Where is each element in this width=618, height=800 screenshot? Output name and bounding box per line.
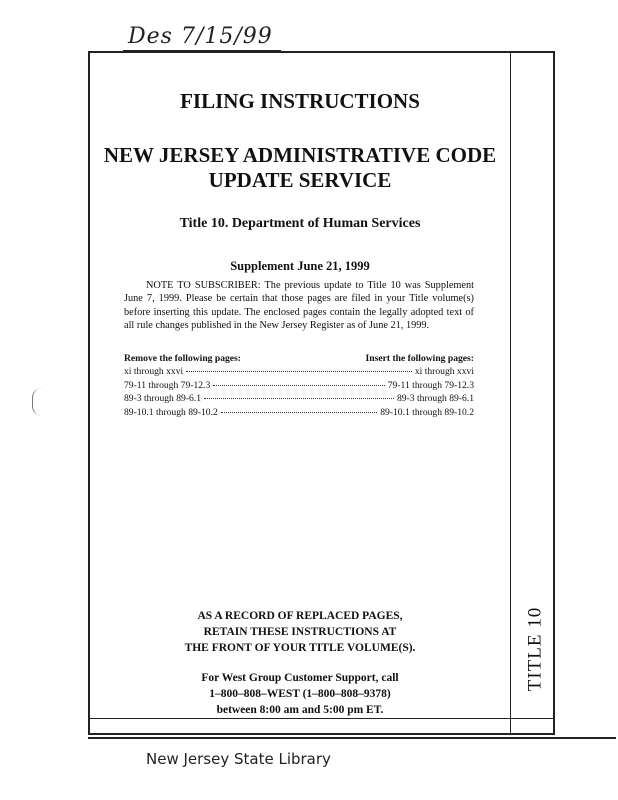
insert-header: Insert the following pages: bbox=[365, 353, 474, 364]
dot-leader bbox=[221, 412, 377, 413]
insert-pages: 89-10.1 through 89-10.2 bbox=[380, 406, 474, 418]
retain-line: AS A RECORD OF REPLACED PAGES, bbox=[197, 610, 403, 622]
insert-pages: xi through xxvi bbox=[414, 366, 474, 377]
margin-mark bbox=[32, 388, 45, 416]
page-title: FILING INSTRUCTIONS bbox=[180, 89, 420, 113]
pages-table-header bbox=[124, 353, 474, 364]
table-row bbox=[124, 407, 474, 421]
supplement-date: Supplement June 21, 1999 bbox=[230, 259, 370, 273]
code-title-line: NEW JERSEY ADMINISTRATIVE CODE bbox=[103, 143, 497, 167]
table-row bbox=[124, 366, 474, 380]
side-tab-label: TITLE 10 bbox=[524, 606, 546, 692]
insert-pages: 89-3 through 89-6.1 bbox=[396, 393, 474, 404]
retain-instructions bbox=[90, 608, 510, 656]
retain-line: THE FRONT OF YOUR TITLE VOLUME(S). bbox=[184, 642, 416, 654]
insert-pages: 79-11 through 79-12.3 bbox=[387, 379, 474, 391]
pages-table bbox=[124, 353, 474, 420]
bottom-rule bbox=[88, 737, 616, 739]
dot-leader bbox=[186, 371, 412, 372]
remove-pages: 89-3 through 89-6.1 bbox=[124, 393, 202, 404]
remove-header: Remove the following pages: bbox=[124, 353, 241, 364]
table-row bbox=[124, 380, 474, 394]
frame-bottom-divider bbox=[90, 718, 553, 719]
library-stamp: New Jersey State Library bbox=[146, 750, 331, 768]
side-tab-divider bbox=[510, 53, 511, 733]
support-phone: 1–800–808–WEST (1–800–808–9378) bbox=[209, 688, 391, 700]
customer-support-info bbox=[90, 670, 510, 718]
side-tab bbox=[518, 606, 552, 692]
remove-pages: 79-11 through 79-12.3 bbox=[124, 379, 211, 391]
dot-leader bbox=[204, 398, 394, 399]
department-title: Title 10. Department of Human Services bbox=[179, 216, 421, 231]
code-title-line: UPDATE SERVICE bbox=[208, 168, 392, 192]
support-line: For West Group Customer Support, call bbox=[201, 672, 399, 684]
subscriber-note: NOTE TO SUBSCRIBER: The previous update to Title 10 was Supplement June 7, 1999. Please be certain that those pages are filed in your Title volume(s) before inserting this update. The enclosed pages contain the legally adopted text of all rule changes published in the New Jersey Register as of June 21, 1999. bbox=[124, 280, 474, 331]
table-row bbox=[124, 393, 474, 407]
dot-leader bbox=[213, 385, 385, 386]
support-hours: between 8:00 am and 5:00 pm ET. bbox=[216, 704, 384, 716]
code-title bbox=[90, 143, 510, 193]
handwritten-date-note: Des 7/15/99 bbox=[128, 24, 273, 49]
remove-pages: 89-10.1 through 89-10.2 bbox=[124, 406, 218, 418]
retain-line: RETAIN THESE INSTRUCTIONS AT bbox=[203, 626, 397, 638]
remove-pages: xi through xxvi bbox=[124, 366, 184, 377]
